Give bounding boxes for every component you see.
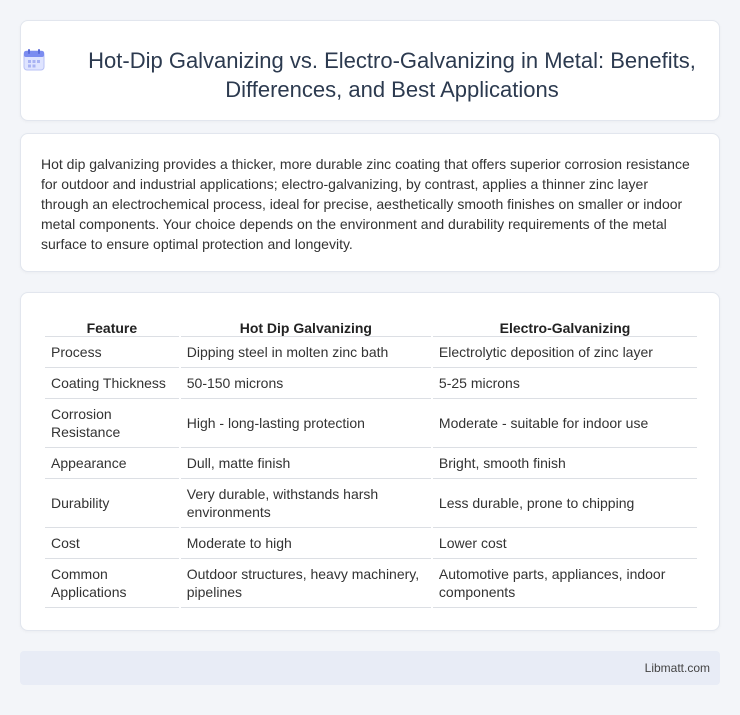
footer-site-link[interactable]: Libmatt.com xyxy=(644,661,710,675)
table-cell: Coating Thickness xyxy=(45,368,179,399)
table-row xyxy=(45,559,697,608)
table-cell: Cost xyxy=(45,528,179,559)
table-cell: High - long-lasting protection xyxy=(181,399,431,448)
table-cell: 5-25 microns xyxy=(433,368,697,399)
table-cell: Less durable, prone to chipping xyxy=(433,479,697,528)
table-cell: Moderate - suitable for indoor use xyxy=(433,399,697,448)
table-cell: Dipping steel in molten zinc bath xyxy=(181,337,431,368)
table-row xyxy=(45,528,697,559)
table-card xyxy=(20,292,720,631)
title-card xyxy=(20,20,720,121)
column-header-feature: Feature xyxy=(45,315,179,337)
table-cell: Corrosion Resistance xyxy=(45,399,179,448)
table-cell: Automotive parts, appliances, indoor components xyxy=(433,559,697,608)
table-cell: Outdoor structures, heavy machinery, pipelines xyxy=(181,559,431,608)
table-cell: Process xyxy=(45,337,179,368)
footer xyxy=(20,651,720,685)
table-header-row xyxy=(45,315,697,337)
table-cell: Very durable, withstands harsh environments xyxy=(181,479,431,528)
table-cell: Durability xyxy=(45,479,179,528)
summary-text: Hot dip galvanizing provides a thicker, more durable zinc coating that offers superior corrosion resistance for outdoor and industrial applications; electro-galvanizing, by contrast, applies a thinner zinc layer through an electrochemical process, ideal for precise, aesthetically smooth finishes on smaller or indoor metal components. Your choice depends on the environment and durability requirements of the metal surface to ensure optimal protection and longevity. xyxy=(41,156,690,252)
comparison-table xyxy=(43,315,699,608)
table-cell: Electrolytic deposition of zinc layer xyxy=(433,337,697,368)
summary-card xyxy=(20,133,720,272)
table-cell: 50-150 microns xyxy=(181,368,431,399)
table-row xyxy=(45,368,697,399)
table-cell: Bright, smooth finish xyxy=(433,448,697,479)
column-header-hot-dip: Hot Dip Galvanizing xyxy=(181,315,431,337)
table-cell: Moderate to high xyxy=(181,528,431,559)
table-cell: Lower cost xyxy=(433,528,697,559)
table-row xyxy=(45,399,697,448)
page-title: Hot-Dip Galvanizing vs. Electro-Galvanizing in Metal: Benefits, Differences, and Best Applications xyxy=(88,48,696,102)
table-cell: Common Applications xyxy=(45,559,179,608)
table-row xyxy=(45,479,697,528)
calendar-icon xyxy=(21,47,47,73)
table-row xyxy=(45,448,697,479)
table-cell: Dull, matte finish xyxy=(181,448,431,479)
table-row xyxy=(45,337,697,368)
table-cell: Appearance xyxy=(45,448,179,479)
title-wrap xyxy=(21,21,719,104)
column-header-electro: Electro-Galvanizing xyxy=(433,315,697,337)
